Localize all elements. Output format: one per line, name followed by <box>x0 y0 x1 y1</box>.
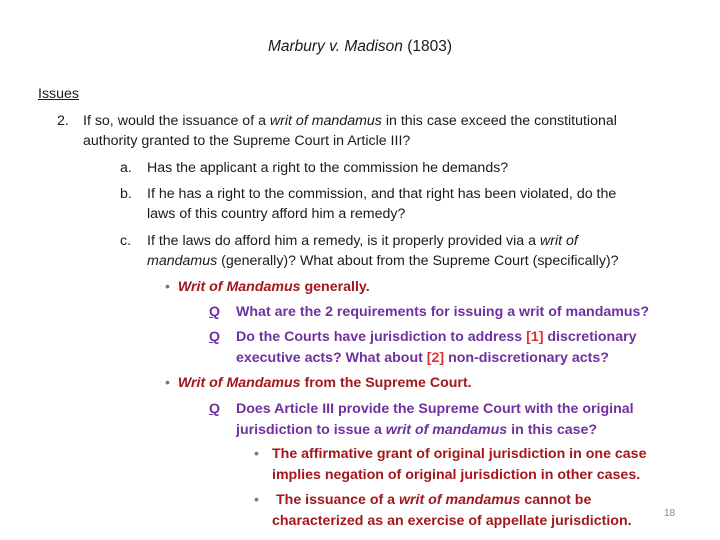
text: cannot be <box>520 492 592 508</box>
text: discretionary <box>543 329 637 345</box>
text: Writ of Mandamus <box>177 375 301 391</box>
text: generally. <box>300 279 370 295</box>
question-3-line1: Does Article III provide the Supreme Court with the original <box>236 401 634 417</box>
text: If the laws do afford him a remedy, is it properly provided via a <box>147 233 540 249</box>
point-2-line1 <box>276 491 591 509</box>
issue-2-line2: authority granted to the Supreme Court in Article III? <box>83 133 411 149</box>
text: jurisdiction to issue a <box>236 422 386 438</box>
list-marker: c. <box>120 233 132 249</box>
question-marker: Q <box>209 304 221 320</box>
text: writ of mandamus <box>385 422 508 438</box>
question-marker: Q <box>209 329 221 345</box>
question-2-line1 <box>236 328 637 346</box>
bullet-icon: • <box>254 446 259 462</box>
bullet-mandamus-supreme-court <box>165 374 472 392</box>
bullet-icon: • <box>254 492 259 508</box>
point-2-line2: characterized as an exercise of appellate jurisdiction. <box>272 513 632 529</box>
text: in this case? <box>507 422 598 438</box>
issues-heading: Issues <box>38 86 80 102</box>
text: If so, would the issuance of a <box>83 113 270 129</box>
label-2: [2] <box>426 350 445 366</box>
case-name: Marbury v. Madison <box>267 38 403 55</box>
text: writ of mandamus <box>269 113 382 129</box>
text: in this case exceed the constitutional <box>381 113 617 129</box>
list-marker: 2. <box>57 113 69 129</box>
text: writ of mandamus <box>399 492 521 508</box>
text: non-discretionary acts? <box>444 350 609 366</box>
text: from the Supreme Court. <box>300 375 472 391</box>
text: executive acts? What about <box>236 350 427 366</box>
slide-title <box>0 38 720 56</box>
sub-issue-c-line2 <box>147 252 619 270</box>
sub-issue-a: Has the applicant a right to the commission he demands? <box>147 160 509 176</box>
sub-issue-b-line1: If he has a right to the commission, and that right has been violated, do the <box>147 186 617 202</box>
text: The issuance of a <box>276 492 399 508</box>
label-1: [1] <box>526 329 544 345</box>
question-2-line2 <box>236 349 609 367</box>
list-marker: a. <box>120 160 132 176</box>
question-3-line2 <box>236 421 597 439</box>
bullet-icon: • <box>165 279 170 295</box>
page-number: 18 <box>664 508 676 519</box>
point-1-line1: The affirmative grant of original jurisdiction in one case <box>272 446 647 462</box>
question-marker: Q <box>209 401 221 417</box>
text: (generally)? What about from the Supreme Court (specifically)? <box>217 253 619 269</box>
text: mandamus <box>147 253 218 269</box>
issue-2-line1 <box>83 112 617 130</box>
bullet-mandamus-generally <box>165 278 370 296</box>
question-1: What are the 2 requirements for issuing a writ of mandamus? <box>236 304 650 320</box>
point-1-line2: implies negation of original jurisdiction in other cases. <box>272 467 641 483</box>
text: Writ of Mandamus <box>177 279 301 295</box>
bullet-icon: • <box>165 375 170 391</box>
list-marker: b. <box>120 186 132 202</box>
case-year: (1803) <box>402 38 453 55</box>
sub-issue-b-line2: laws of this country afford him a remedy? <box>147 206 406 222</box>
text: writ of <box>539 233 578 249</box>
sub-issue-c-line1 <box>147 232 578 250</box>
text: Do the Courts have jurisdiction to address <box>236 329 527 345</box>
